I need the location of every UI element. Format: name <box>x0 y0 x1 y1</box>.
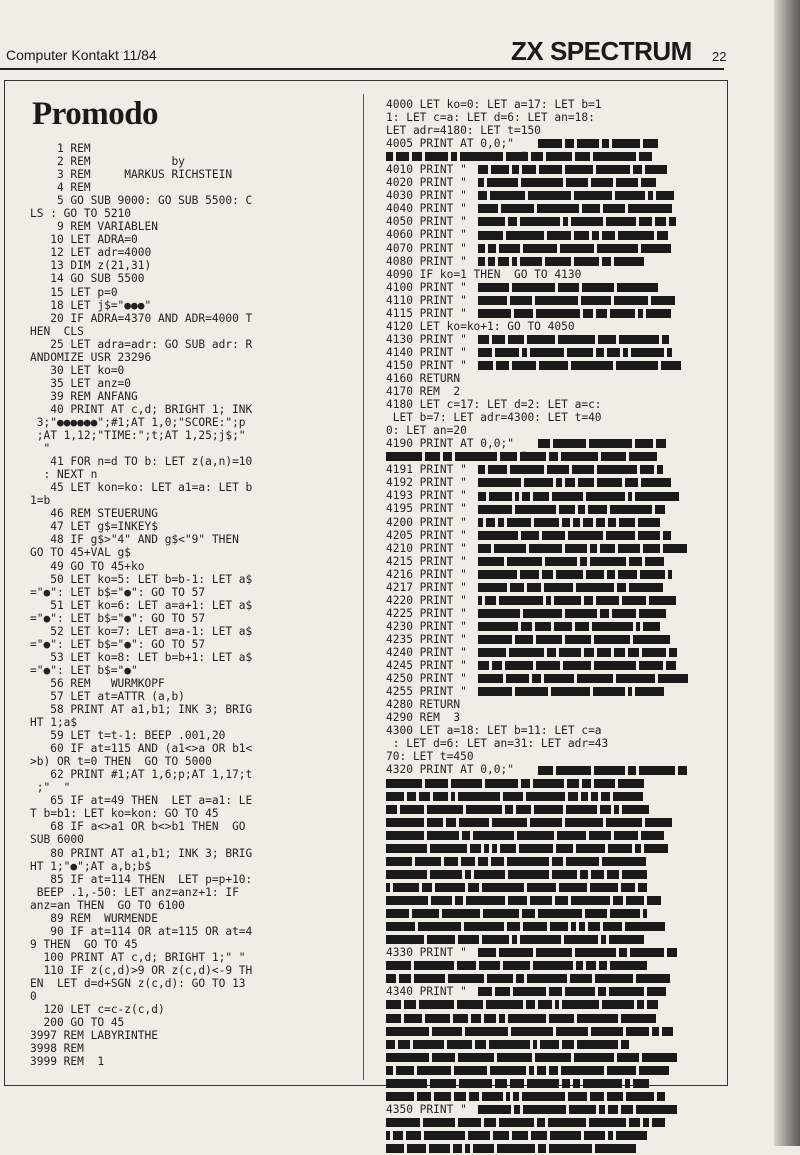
maze-graphic-row <box>478 283 658 292</box>
code-line: 4230 PRINT " <box>386 619 467 633</box>
code-line: 4240 PRINT " <box>386 645 467 659</box>
code-line: 18 LET j$="●●●" <box>30 298 152 312</box>
code-line: ="●": LET b$="●": GO TO 57 <box>30 611 206 625</box>
code-line: 4250 PRINT " <box>386 672 467 686</box>
maze-graphic-row <box>478 296 675 305</box>
code-line: T b=b1: LET ko=kon: GO TO 45 <box>30 807 219 821</box>
maze-graphic-row <box>386 1027 673 1036</box>
code-line: 4210 PRINT " <box>386 541 467 555</box>
code-line: 3;"●●●●●●";#1;AT 1,0;"SCORE:";p <box>30 415 246 429</box>
maze-graphic-row <box>386 1079 649 1088</box>
code-line: 51 LET ko=6: LET a=a+1: LET a$ <box>30 598 253 612</box>
code-line: " <box>30 442 51 456</box>
maze-graphic-row <box>478 191 674 200</box>
maze-graphic-row <box>478 518 660 527</box>
code-line: 4205 PRINT " <box>386 528 467 542</box>
code-line: 1 REM <box>30 142 91 155</box>
code-line: 4216 PRINT " <box>386 567 467 581</box>
code-line: 5 GO SUB 9000: GO SUB 5500: C <box>30 194 253 208</box>
code-line: 3997 REM LABYRINTHE <box>30 1029 158 1043</box>
code-line: ="●": LET b$="●": GO TO 57 <box>30 585 206 599</box>
code-line: 4245 PRINT " <box>386 659 467 673</box>
code-line: 52 LET ko=7: LET a=a-1: LET a$ <box>30 624 253 638</box>
code-line: 9 THEN GO TO 45 <box>30 937 138 951</box>
code-line: 4215 PRINT " <box>386 554 467 568</box>
code-line: LET b=7: LET adr=4300: LET t=40 <box>386 411 602 425</box>
header-rule <box>0 68 724 70</box>
code-line: 3 REM MARKUS RICHSTEIN <box>30 168 233 182</box>
code-line: 10 LET ADRA=0 <box>30 233 138 247</box>
maze-graphic-row <box>478 231 668 240</box>
maze-graphic-row <box>478 622 660 631</box>
maze-graphic-row <box>386 1144 636 1153</box>
code-line: BEEP .1,-50: LET anz=anz+1: IF <box>30 885 239 899</box>
code-line: 9 REM VARIABLEN <box>30 220 158 234</box>
maze-graphic-row <box>386 935 644 944</box>
maze-graphic-row <box>478 687 664 696</box>
code-line: 4280 RETURN <box>386 698 461 712</box>
maze-graphic-row <box>478 505 665 514</box>
maze-graphic-row <box>538 766 687 775</box>
maze-graphic-row <box>478 1105 677 1114</box>
code-line: 65 IF at=49 THEN LET a=a1: LE <box>30 794 253 808</box>
code-line: 4225 PRINT " <box>386 606 467 620</box>
maze-graphic-row <box>478 204 672 213</box>
maze-graphic-row <box>386 922 665 931</box>
maze-graphic-row <box>538 439 666 448</box>
code-line: >b) OR t=0 THEN GO TO 5000 <box>30 755 212 769</box>
code-line: GO TO 45+VAL g$ <box>30 546 132 560</box>
code-line: 4010 PRINT " <box>386 163 467 177</box>
maze-graphic-row <box>478 165 667 174</box>
code-line: 41 FOR n=d TO b: LET z(a,n)=10 <box>30 455 253 469</box>
code-line: 35 LET anz=0 <box>30 376 132 390</box>
code-line: 200 GO TO 45 <box>30 1016 125 1030</box>
code-line: 85 IF at=114 THEN LET p=p+10: <box>30 872 253 886</box>
code-line: EN LET d=d+SGN z(c,d): GO TO 13 <box>30 977 246 990</box>
maze-graphic-row <box>386 1053 677 1062</box>
code-line: 3998 REM <box>30 1042 84 1056</box>
maze-graphic-row <box>478 557 664 566</box>
scan-edge <box>774 0 800 1146</box>
code-line: HEN CLS <box>30 324 84 338</box>
code-line: 4050 PRINT " <box>386 215 467 229</box>
code-line: 12 LET adr=4000 <box>30 246 152 260</box>
code-line: 4193 PRINT " <box>386 489 467 503</box>
maze-graphic-row <box>478 674 688 683</box>
code-line: 70: LET t=450 <box>386 750 474 764</box>
code-line: 4180 LET c=17: LET d=2: LET a=c: <box>386 398 602 412</box>
code-line: 4070 PRINT " <box>386 241 467 255</box>
code-line: 58 PRINT AT a1,b1; INK 3; BRIG <box>30 703 253 717</box>
maze-graphic-row <box>386 779 644 788</box>
code-line: 4110 PRINT " <box>386 293 467 307</box>
maze-graphic-row <box>478 596 676 605</box>
code-line: 3999 REM 1 <box>30 1055 105 1069</box>
page-number: 22 <box>712 49 727 64</box>
code-line: 47 LET g$=INKEY$ <box>30 520 158 534</box>
code-line: 50 LET ko=5: LET b=b-1: LET a$ <box>30 572 253 586</box>
maze-graphic-row <box>538 139 658 148</box>
code-line: 4 REM <box>30 181 91 195</box>
maze-graphic-row <box>478 335 669 344</box>
code-line: SUB 6000 <box>30 833 84 847</box>
code-line: 0 <box>30 990 37 1004</box>
code-line: 60 IF at=115 AND (a1<>a OR b1< <box>30 742 253 756</box>
maze-graphic-row <box>478 257 644 266</box>
code-line: 39 REM ANFANG <box>30 389 138 403</box>
code-line: 20 IF ADRA=4370 AND ADR=4000 T <box>30 311 253 325</box>
code-line: 14 GO SUB 5500 <box>30 272 145 286</box>
maze-graphic-row <box>386 818 672 827</box>
code-line: 4191 PRINT " <box>386 463 467 477</box>
maze-graphic-row <box>386 1131 647 1140</box>
code-line: 45 LET kon=ko: LET a1=a: LET b <box>30 481 253 495</box>
code-line: 4000 LET ko=0: LET a=17: LET b=1 <box>386 98 602 111</box>
maze-graphic-row <box>386 1000 658 1009</box>
code-line: anz=an THEN GO TO 6100 <box>30 898 185 912</box>
code-line: 4090 IF ko=1 THEN GO TO 4130 <box>386 267 582 281</box>
code-line: 15 LET p=0 <box>30 285 118 299</box>
code-line: HT 1;"●";AT a,b;b$ <box>30 859 152 873</box>
code-line: 62 PRINT #1;AT 1,6;p;AT 1,17;t <box>30 768 253 782</box>
code-line: 4320 PRINT AT 0,0;" <box>386 763 514 777</box>
code-line: ;" " <box>30 781 71 795</box>
maze-graphic-row <box>478 583 663 592</box>
code-line: 4120 LET ko=ko+1: GO TO 4050 <box>386 319 575 333</box>
code-line: 68 IF a<>a1 OR b<>b1 THEN GO <box>30 820 246 834</box>
code-line: 2 REM by <box>30 155 185 169</box>
code-line: 4020 PRINT " <box>386 176 467 190</box>
column-divider <box>363 94 364 1080</box>
code-line: 4030 PRINT " <box>386 189 467 203</box>
code-line: ANDOMIZE USR 23296 <box>30 350 152 364</box>
code-line: LET adr=4180: LET t=150 <box>386 124 541 138</box>
code-line: 4100 PRINT " <box>386 280 467 294</box>
maze-graphic-row <box>478 492 679 501</box>
maze-graphic-row <box>478 648 677 657</box>
code-line: 4160 RETURN <box>386 371 461 385</box>
code-line: 4350 PRINT " <box>386 1102 467 1116</box>
code-line: ="●": LET b$="●" <box>30 663 138 677</box>
code-line: 4190 PRINT AT 0,0;" <box>386 437 514 451</box>
code-line: 57 LET at=ATTR (a,b) <box>30 689 185 703</box>
maze-graphic-row <box>478 544 687 553</box>
maze-graphic-row <box>478 531 671 540</box>
code-line: 1=b <box>30 494 51 508</box>
code-line: ="●": LET b$="●": GO TO 57 <box>30 637 206 651</box>
maze-graphic-row <box>386 1066 669 1075</box>
maze-graphic-row <box>386 1118 665 1127</box>
code-line: 49 GO TO 45+ko <box>30 559 145 573</box>
code-line: : NEXT n <box>30 468 98 482</box>
maze-graphic-row <box>386 152 652 161</box>
maze-graphic-row <box>386 1040 629 1049</box>
maze-graphic-row <box>386 883 647 892</box>
maze-graphic-row <box>386 909 647 918</box>
maze-graphic-row <box>386 857 646 866</box>
code-line: 90 IF at=114 OR at=115 OR at=4 <box>30 924 253 938</box>
code-line: 120 LET c=c-z(c,d) <box>30 1003 165 1017</box>
code-line: 4130 PRINT " <box>386 332 467 346</box>
code-line: 46 REM STEUERUNG <box>30 507 158 521</box>
maze-graphic-row <box>478 217 676 226</box>
maze-graphic-row <box>478 635 670 644</box>
code-line: 89 REM WURMENDE <box>30 911 158 925</box>
code-line: 59 LET t=t-1: BEEP .001,20 <box>30 729 226 743</box>
maze-graphic-row <box>478 948 677 957</box>
code-line: 25 LET adra=adr: GO SUB adr: R <box>30 337 253 351</box>
maze-graphic-row <box>386 896 661 905</box>
maze-graphic-row <box>386 870 647 879</box>
code-line: 40 PRINT AT c,d; BRIGHT 1; INK <box>30 402 253 416</box>
code-line: 30 LET ko=0 <box>30 363 125 377</box>
code-line: 80 PRINT AT a1,b1; INK 3; BRIG <box>30 846 253 860</box>
maze-graphic-row <box>386 974 670 983</box>
code-line: 4340 PRINT " <box>386 985 467 999</box>
maze-graphic-row <box>478 348 672 357</box>
maze-graphic-row <box>478 309 671 318</box>
code-line: 13 DIM z(21,31) <box>30 259 152 273</box>
code-line: 4080 PRINT " <box>386 254 467 268</box>
maze-graphic-row <box>478 478 671 487</box>
maze-graphic-row <box>386 1014 656 1023</box>
code-line: 4195 PRINT " <box>386 502 467 516</box>
code-line: 4300 LET a=18: LET b=11: LET c=a <box>386 724 602 738</box>
code-line: 4140 PRINT " <box>386 345 467 359</box>
maze-graphic-row <box>478 361 681 370</box>
program-title: Promodo <box>32 96 159 132</box>
code-line: 4170 REM 2 <box>386 385 461 399</box>
code-line: 4060 PRINT " <box>386 228 467 242</box>
maze-graphic-row <box>386 844 668 853</box>
maze-graphic-row <box>386 452 657 461</box>
maze-graphic-row <box>386 1092 665 1101</box>
maze-graphic-row <box>478 570 672 579</box>
code-line: 4150 PRINT " <box>386 358 467 372</box>
code-line: LS : GO TO 5210 <box>30 207 132 221</box>
code-line: : LET d=6: LET an=31: LET adr=43 <box>386 737 609 751</box>
code-line: 110 IF z(c,d)>9 OR z(c,d)<-9 TH <box>30 963 253 977</box>
code-line: 0: LET an=20 <box>386 424 467 438</box>
maze-graphic-row <box>478 661 676 670</box>
code-line: 4115 PRINT " <box>386 306 467 320</box>
maze-graphic-row <box>478 987 666 996</box>
page-header <box>6 38 730 68</box>
code-line: 4235 PRINT " <box>386 632 467 646</box>
code-line: 4217 PRINT " <box>386 580 467 594</box>
code-line: 100 PRINT AT c,d; BRIGHT 1;" " <box>30 950 246 964</box>
code-line: HT 1;a$ <box>30 716 78 730</box>
code-line: 56 REM WURMKOPF <box>30 676 165 690</box>
code-line: 4290 REM 3 <box>386 711 461 725</box>
listing-left-column <box>30 142 252 1068</box>
listing-right-column <box>386 98 608 1155</box>
magazine-issue: Computer Kontakt 11/84 <box>6 47 157 63</box>
code-line: 4200 PRINT " <box>386 515 467 529</box>
code-line: ;AT 1,12;"TIME:";t;AT 1,25;j$;" <box>30 429 246 443</box>
maze-graphic-row <box>478 244 671 253</box>
code-line: 4255 PRINT " <box>386 685 467 699</box>
maze-graphic-row <box>386 961 647 970</box>
code-line: 4220 PRINT " <box>386 593 467 607</box>
maze-graphic-row <box>386 831 664 840</box>
code-line: 4005 PRINT AT 0,0;" <box>386 137 514 151</box>
code-line: 53 LET ko=8: LET b=b+1: LET a$ <box>30 650 253 664</box>
code-line: 4040 PRINT " <box>386 202 467 216</box>
code-line: 4192 PRINT " <box>386 476 467 490</box>
maze-graphic-row <box>478 609 666 618</box>
code-line: 48 IF g$>"4" AND g$<"9" THEN <box>30 533 239 547</box>
maze-graphic-row <box>478 178 656 187</box>
maze-graphic-row <box>478 465 663 474</box>
code-line: 4330 PRINT " <box>386 946 467 960</box>
maze-graphic-row <box>386 792 643 801</box>
maze-graphic-row <box>386 805 649 814</box>
section-title: ZX SPECTRUM <box>511 36 692 66</box>
code-line: 1: LET c=a: LET d=6: LET an=18: <box>386 111 595 125</box>
